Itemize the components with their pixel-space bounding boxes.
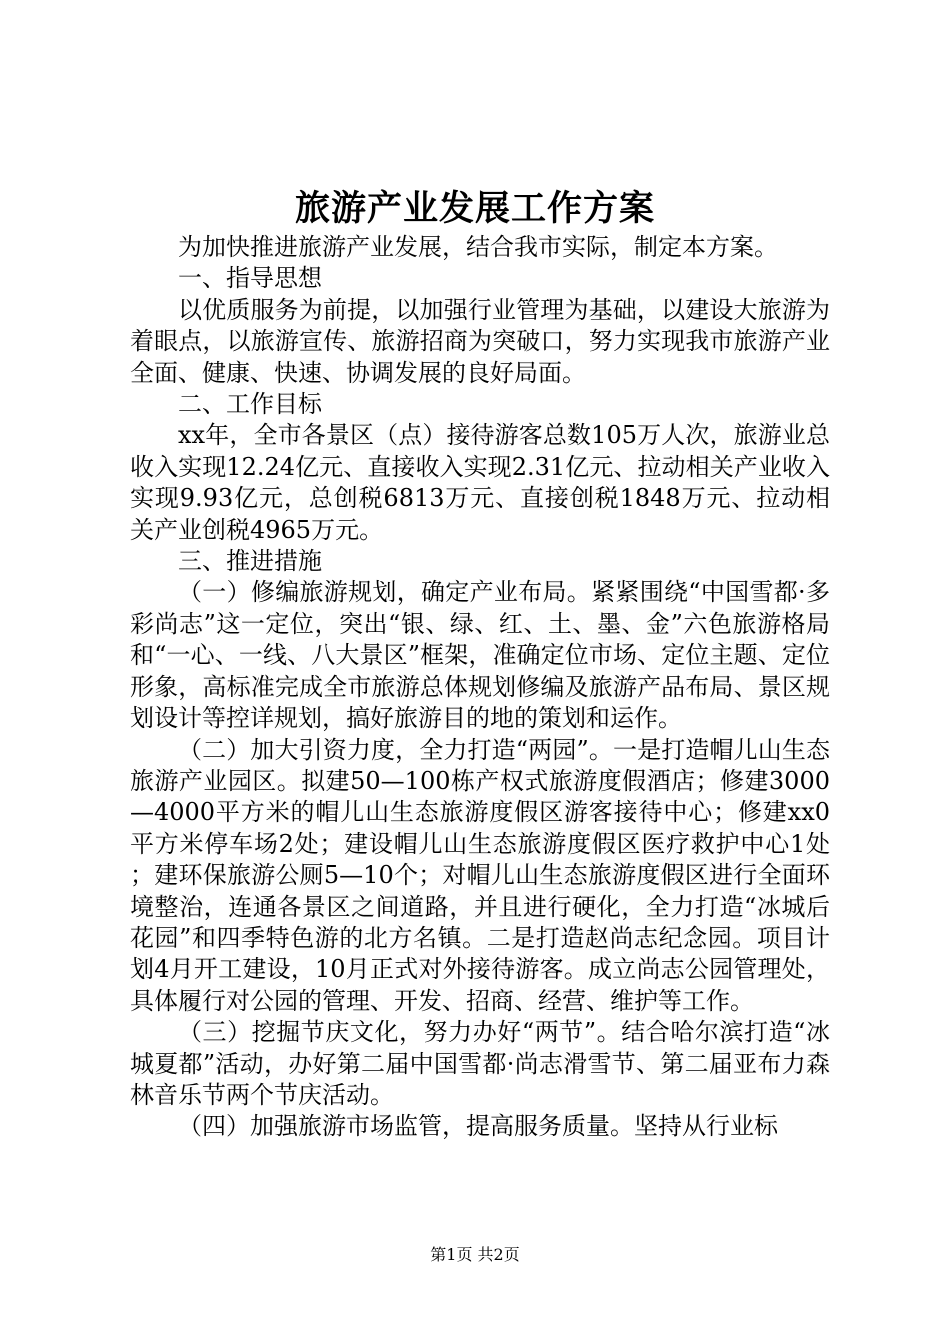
intro-paragraph: 为加快推进旅游产业发展，结合我市实际，制定本方案。: [178, 233, 778, 261]
measure-one-paragraph: （一）修编旅游规划，确定产业布局。紧紧围绕“中国雪都·多彩尚志”这一定位，突出“银、绿、红、土、墨、金”六色旅游格局和“一心、一线、八大景区”框架，准确定位市场、定位主题、定位形象，高标准完成全市旅游总体规划修编及旅游产品布局、景区规划设计等控详规划，搞好旅游目的地的策划和运作。: [130, 578, 830, 733]
guiding-thought-paragraph: 以优质服务为前提，以加强行业管理为基础，以建设大旅游为着眼点，以旅游宣传、旅游招商为突破口，努力实现我市旅游产业全面、健康、快速、协调发展的良好局面。: [130, 295, 830, 387]
section-heading-measures: 三、推进措施: [178, 547, 322, 576]
measure-two-paragraph: （二）加大引资力度，全力打造“两园”。一是打造帽儿山生态旅游产业园区。拟建50—100栋产权式旅游度假酒店；修建3000—4000平方米的帽儿山生态旅游度假区游客接待中心；修建xx0平方米停车场2处；建设帽儿山生态旅游度假区医疗救护中心1处；建环保旅游公厕5—10个；对帽儿山生态旅游度假区进行全面环境整治，连通各景区之间道路，并且进行硬化，全力打造“冰城后花园”和四季特色游的北方名镇。二是打造赵尚志纪念园。项目计划4月开工建设，10月正式对外接待游客。成立尚志公园管理处，具体履行对公园的管理、开发、招商、经营、维护等工作。: [130, 735, 830, 1015]
work-goals-paragraph: xx年，全市各景区（点）接待游客总数105万人次，旅游业总收入实现12.24亿元、直接收入实现2.31亿元、拉动相关产业收入实现9.93亿元，总创税6813万元、直接创税1848万元、拉动相关产业创税4965万元。: [130, 421, 830, 544]
section-heading-work-goals: 二、工作目标: [178, 390, 322, 419]
measure-three-paragraph: （三）挖掘节庆文化，努力办好“两节”。结合哈尔滨打造“冰城夏都”活动，办好第二届中国雪都·尚志滑雪节、第二届亚布力森林音乐节两个节庆活动。: [130, 1018, 830, 1109]
document-title: 旅游产业发展工作方案: [294, 188, 655, 229]
section-heading-guiding-thought: 一、指导思想: [178, 264, 322, 293]
document-body: [130, 232, 830, 1143]
measure-four-paragraph: （四）加强旅游市场监管，提高服务质量。坚持从行业标: [178, 1112, 778, 1141]
page-footer: 第1页 共2页: [430, 1245, 520, 1264]
